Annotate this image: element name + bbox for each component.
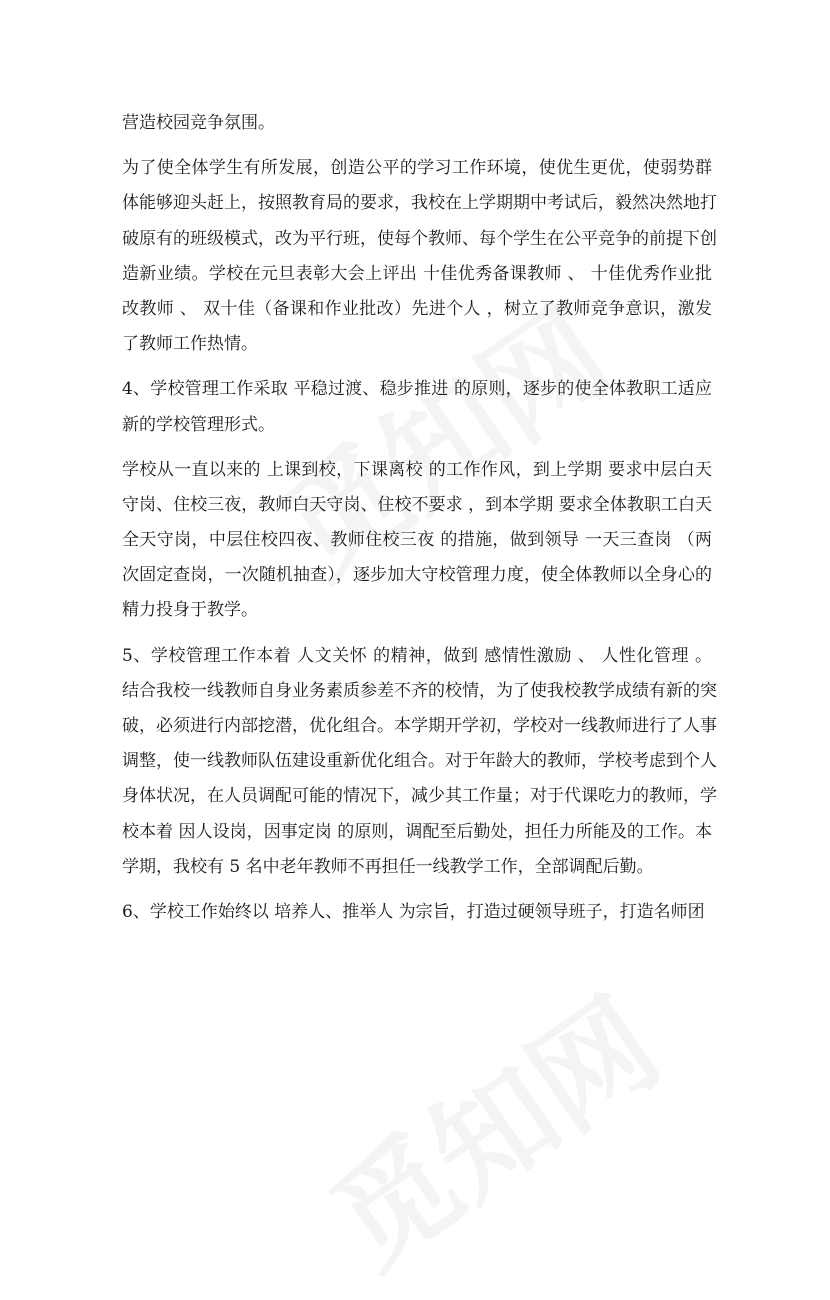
text-line: 结合我校一线教师自身业务素质参差不齐的校情，为了使我校教学成绩有新的突 xyxy=(122,680,717,701)
text-line: 造新业绩。学校在元旦表彰大会上评出 十佳优秀备课教师 、 十佳优秀作业批 xyxy=(122,263,712,284)
text-line: 校本着 因人设岗，因事定岗 的原则，调配至后勤处，担任力所能及的工作。本 xyxy=(122,821,712,842)
text-line: 破，必须进行内部挖潜，优化组合。本学期开学初，学校对一线教师进行了人事 xyxy=(122,716,717,736)
text-line: 新的学校管理形式。 xyxy=(122,414,275,435)
text-line: 4、学校管理工作采取 平稳过渡、稳步推进 的原则，逐步的使全体教职工适应 xyxy=(122,379,712,400)
text-line: 学校从一直以来的 上课到校，下课离校 的工作作风，到上学期 要求中层白天 xyxy=(122,459,712,480)
document-body xyxy=(122,106,717,940)
text-line: 了教师工作热情。 xyxy=(122,334,258,355)
text-line: 体能够迎头赶上，按照教育局的要求，我校在上学期期中考试后，毅然决然地打 xyxy=(122,193,717,214)
text-line: 6、学校工作始终以 培养人、推举人 为宗旨，打造过硬领导班子，打造名师团 xyxy=(122,901,705,922)
text-line: 破原有的班级模式，改为平行班，使每个教师、每个学生在公平竞争的前提下创 xyxy=(122,228,717,249)
paragraph-p6 xyxy=(122,895,712,930)
text-line: 全天守岗，中层住校四夜、教师住校三夜 的措施，做到领导 一天三查岗 （两 xyxy=(122,530,712,551)
text-line: 5、学校管理工作本着 人文关怀 的精神，做到 感情性激励 、 人性化管理 。 xyxy=(122,645,712,666)
paragraph-p1 xyxy=(122,106,712,141)
text-line: 次固定查岗，一次随机抽查），逐步加大守校管理力度，使全体教师以全身心的 xyxy=(122,565,712,586)
watermark xyxy=(293,952,687,1299)
paragraph-p2 xyxy=(122,151,717,362)
text-line: 为了使全体学生有所发展，创造公平的学习工作环境，使优生更优，使弱势群 xyxy=(122,158,712,179)
text-line: 学期，我校有 5 名中老年教师不再担任一线教学工作，全部调配后勤。 xyxy=(122,856,654,877)
text-line: 改教师 、 双十佳（备课和作业批改）先进个人 ，树立了教师竞争意识，激发 xyxy=(122,298,712,319)
text-line: 调整，使一线教师队伍建设重新优化组合。对于年龄大的教师，学校考虑到个人 xyxy=(122,751,717,772)
text-line: 守岗、住校三夜，教师白天守岗、住校不要求 ，到本学期 要求全体教职工白天 xyxy=(122,494,712,515)
paragraph-p3 xyxy=(122,372,712,442)
paragraph-p5 xyxy=(122,639,717,885)
text-line: 身体状况，在人员调配可能的情况下，减少其工作量；对于代课吃力的教师，学 xyxy=(122,786,717,807)
paragraph-p4 xyxy=(122,453,712,629)
text-line: 营造校园竞争氛围。 xyxy=(122,113,275,133)
text-line: 精力投身于教学。 xyxy=(122,600,258,621)
